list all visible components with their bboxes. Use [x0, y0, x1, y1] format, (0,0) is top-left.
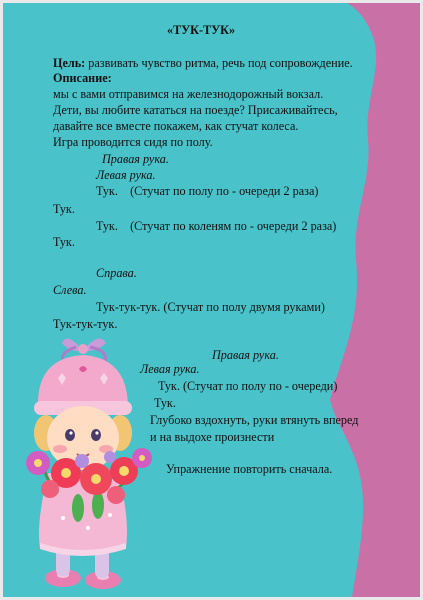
- verse-line: Тук.: [53, 235, 75, 249]
- verse-line: Правая рука.: [102, 152, 169, 166]
- verse-line: Тук-тук-тук.: [53, 317, 118, 331]
- goal-text: развивать чувство ритма, речь под сопровождение.: [85, 56, 353, 70]
- verse-line: Тук. (Стучат по полу по - очереди): [158, 379, 338, 393]
- verse-line: Тук.: [154, 396, 176, 410]
- verse-line: Справа.: [96, 266, 137, 280]
- verse-line: и на выдохе произнести: [150, 430, 275, 444]
- verse-line: Левая рука.: [96, 168, 156, 182]
- description-line: давайте все вместе покажем, как стучат колеса.: [53, 119, 299, 133]
- verse-line: Тук.: [53, 202, 75, 216]
- verse-line: Тук-тук-тук. (Стучат по полу двумя руками): [96, 300, 325, 314]
- verse-line: Слева.: [53, 283, 87, 297]
- verse-line: Левая рука.: [140, 362, 200, 376]
- description-line: мы с вами отправимся на железнодорожный вокзал.: [53, 87, 324, 101]
- verse-line: Глубоко вздохнуть, руки втянуть вперед: [150, 413, 359, 427]
- page-title: «ТУК-ТУК»: [167, 23, 236, 37]
- description-line: Игра проводится сидя по полу.: [53, 135, 213, 149]
- verse-line: Тук. (Стучат по коленям по - очереди 2 раза): [96, 219, 337, 233]
- verse-line: Тук. (Стучат по полу по - очереди 2 раза): [96, 184, 319, 198]
- girl-with-flowers-icon: [18, 333, 158, 595]
- description-line: Дети, вы любите кататься на поезде? Присаживайтесь,: [53, 103, 338, 117]
- description-label: Описание:: [53, 71, 112, 85]
- verse-line: Упражнение повторить сначала.: [166, 462, 333, 476]
- goal-line: [53, 56, 353, 71]
- verse-line: Правая рука.: [212, 348, 279, 362]
- goal-label: Цель:: [53, 56, 86, 70]
